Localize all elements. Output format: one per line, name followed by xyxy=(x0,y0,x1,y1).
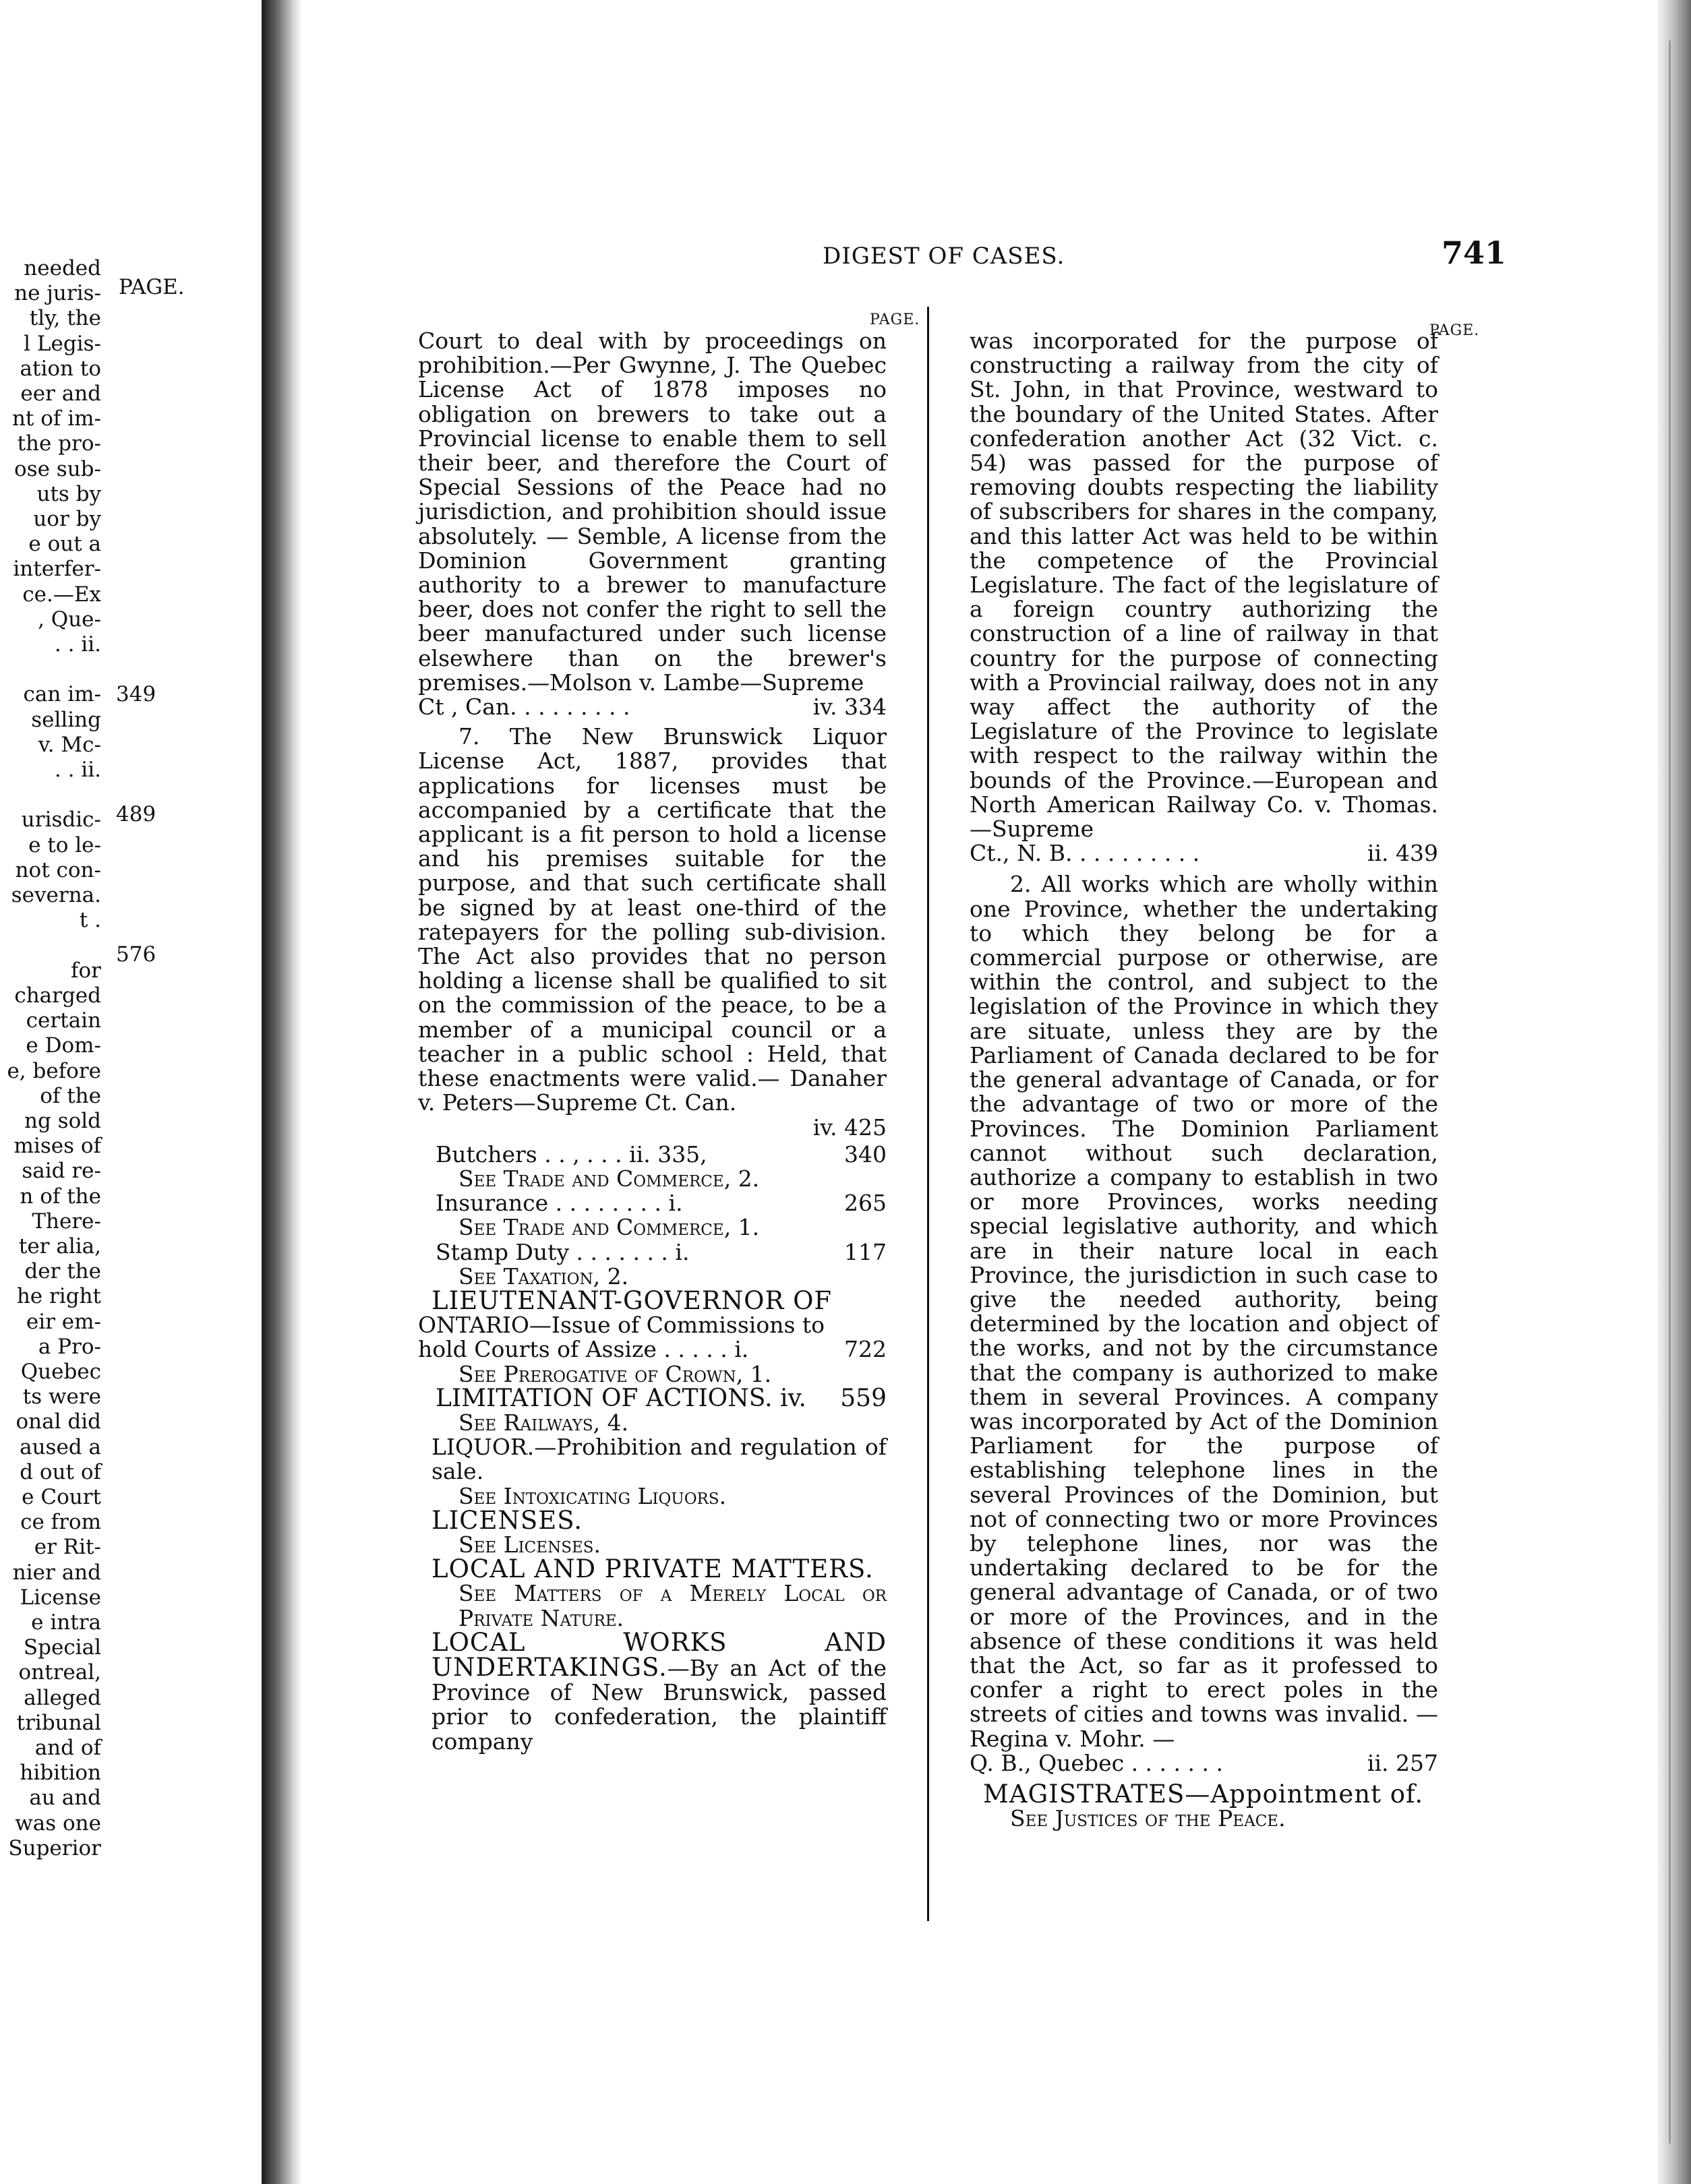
fragment-line: nier and xyxy=(12,1560,101,1585)
book-gutter-shadow xyxy=(262,0,302,2184)
fragment-line: License xyxy=(20,1585,101,1610)
fragment-line: said re- xyxy=(22,1159,101,1184)
fragment-line: was one xyxy=(15,1811,101,1836)
fragment-line: ter alia, xyxy=(18,1234,101,1258)
fragment-line: d out of xyxy=(20,1459,101,1484)
see-reference: See Railways, 4. xyxy=(458,1409,629,1436)
fragment-line: ation to xyxy=(20,356,101,381)
fragment-line: er Rit- xyxy=(34,1535,101,1560)
fragment-line: eir em- xyxy=(26,1309,101,1334)
fragment-line: ontreal, xyxy=(18,1660,101,1685)
see-reference: See Intoxicating Liquors. xyxy=(458,1482,727,1509)
page-number: 741 xyxy=(1442,235,1507,271)
fragment-line: Superior xyxy=(8,1836,101,1860)
entry-text: —By an Act of the Province of New Brunswick, passed prior to confederation, the plaintiff company xyxy=(432,1654,887,1755)
fragment-line: he right xyxy=(16,1284,101,1309)
citation-line xyxy=(970,1751,1438,1776)
fragment-line: interfer- xyxy=(13,557,101,582)
citation-text: Q. B., Quebec . . . . . . . xyxy=(970,1749,1223,1776)
fragment-line: der the xyxy=(24,1259,101,1284)
fragment-line: ng sold xyxy=(24,1108,101,1133)
entry-paragraph: 2. All works which are wholly within one Province, whether the undertaking to which they belong be for a commercial purpose or otherwise, are within the control, and subject to the legislation of the Province in which they are situate, unless they are by the Parliament of Canada declared to be for the general advantage of Canada, or for the advantage of two or more of the Provinces. The Dominion Parliament cannot without such declaration, authorize a company to establish in two or more Provinces, works needing special legislative authority, and which are in their nature local in each Province, the jurisdiction in such case to give the needed authority, being determined by the location and object of the works, and not by the circumstance that the company is authorized to make them in several Provinces. A company was incorporated by Act of the Dominion Parliament for the purpose of establishing telephone lines in the several Provinces of the Dominion, but not of connecting two or more Provinces by telephone lines, nor was the undertaking declared to be for the general advantage of Canada, or of two or more of the Provinces, and in the absence of these conditions it was held that the Act, so far as it professed to confer a right to erect poles in the streets of cities and towns was invalid. — Regina v. Mohr. — xyxy=(970,871,1438,1752)
fragment-line: not con- xyxy=(15,857,101,882)
citation-line xyxy=(970,841,1438,866)
fragment-line: a Pro- xyxy=(38,1334,101,1359)
fragment-line: Special xyxy=(23,1635,101,1660)
entry-ref: 559 xyxy=(840,1384,887,1412)
fragment-line: needed xyxy=(24,256,101,280)
left-column xyxy=(418,329,887,1754)
entry-ref: 722 xyxy=(844,1336,887,1363)
right-page-edge-line xyxy=(1669,40,1671,2144)
fragment-line: e out a xyxy=(28,532,101,557)
see-reference: See Trade and Commerce, 2. xyxy=(458,1165,760,1192)
fragment-line: , Que- xyxy=(38,607,101,632)
entry-paragraph: LIQUOR.—Prohibition and regulation of sale. xyxy=(432,1434,887,1485)
fragment-line: e Court xyxy=(22,1484,101,1509)
fragment-line: e to le- xyxy=(28,832,101,857)
left-page-fragment xyxy=(0,256,101,1861)
see-reference: See Licenses. xyxy=(458,1531,601,1558)
entry-label: Insurance . . . . . . . . i. xyxy=(436,1190,683,1217)
fragment-line: l Legis- xyxy=(24,331,101,356)
section-heading: LOCAL WORKS AND UNDERTAKINGS. xyxy=(432,1627,887,1682)
fragment-line: can im- xyxy=(23,682,101,707)
fragment-line: Quebec xyxy=(20,1359,101,1384)
fragment-line: e, before xyxy=(7,1058,101,1083)
see-reference: See Justices of the Peace. xyxy=(1010,1805,1286,1832)
section-heading: LICENSES. xyxy=(432,1505,583,1535)
fragment-line: hibition xyxy=(20,1761,101,1786)
fragment-line xyxy=(0,657,101,682)
left-page-label: PAGE. xyxy=(119,275,185,299)
column-divider xyxy=(927,307,929,1921)
fragment-line: ce.—Ex xyxy=(22,582,101,607)
entry-label: Butchers . . , . . . ii. 335, xyxy=(436,1141,707,1167)
fragment-line: tribunal xyxy=(16,1710,101,1735)
running-head: DIGEST OF CASES. xyxy=(823,243,1065,270)
see-reference: See Prerogative of Crown, 1. xyxy=(458,1360,772,1387)
fragment-line: charged xyxy=(14,983,101,1008)
fragment-line: e intra xyxy=(31,1610,101,1635)
fragment-line: v. Mc- xyxy=(38,732,101,757)
right-page-edge xyxy=(1657,0,1691,2184)
entry-paragraph: Court to deal with by proceedings on prohibition.—Per Gwynne, J. The Quebec License Act of 1878 imposes no obligation on brewers to take out a Provincial license to enable them to sell their beer, and therefore the Court of Special Sessions of the Peace had no jurisdiction, and prohibition should issue absolutely. — Semble, A license from the Dominion Government granting authority to a brewer to manufacture beer, does not confer the right to sell the beer manufactured under such license elsewhere than on the brewer's premises.—Molson v. Lambe—Supreme xyxy=(418,328,887,696)
fragment-line: . . ii. xyxy=(54,632,101,657)
citation-line xyxy=(418,1313,887,1362)
citation-ref: iv. 334 xyxy=(812,694,887,721)
fragment-line: e Dom- xyxy=(26,1033,101,1058)
fragment-page-ref: 576 xyxy=(116,942,156,967)
fragment-line: . . ii. xyxy=(54,758,101,783)
fragment-line: au and xyxy=(29,1786,101,1811)
index-entry xyxy=(418,1191,887,1215)
fragment-line: ne juris- xyxy=(14,281,101,306)
index-entry xyxy=(418,1143,887,1167)
fragment-line: selling xyxy=(31,707,101,732)
citation-text: Ct , Can. . . . . . . . . xyxy=(418,694,630,721)
index-entry xyxy=(418,1384,887,1412)
fragment-line: eer and xyxy=(20,382,101,406)
right-column xyxy=(970,329,1438,1831)
citation-line xyxy=(418,695,887,719)
see-reference: See Trade and Commerce, 1. xyxy=(458,1214,760,1241)
fragment-line: nt of im- xyxy=(11,406,101,431)
fragment-line: tly, the xyxy=(29,306,101,331)
fragment-line xyxy=(0,933,101,958)
citation-text: Ct., N. B. . . . . . . . . . xyxy=(970,840,1200,867)
see-reference: See Matters of a Merely Local or Private Nature. xyxy=(458,1580,887,1631)
section-heading: LIEUTENANT-GOVERNOR OF xyxy=(432,1285,833,1315)
fragment-line: There- xyxy=(32,1209,101,1234)
citation-ref: ii. 439 xyxy=(1367,840,1438,867)
entry-text: ONTARIO—Issue of Commissions to hold Courts of Assize . . . . . i. xyxy=(418,1312,825,1363)
fragment-line: and of xyxy=(34,1735,101,1760)
col1-page-label: PAGE. xyxy=(870,311,920,328)
fragment-line: for xyxy=(71,958,101,983)
fragment-line: severna. xyxy=(11,883,101,908)
fragment-line: the pro- xyxy=(17,431,101,456)
entry-paragraph: was incorporated for the purpose of constructing a railway from the city of St. John, in that Province, westward to the boundary of the United States. After confederation another Act (32 Vict. c. 54) was passed for the purpose of removing doubts respecting the liability of subscribers for shares in the company, and this latter Act was held to be within the competence of the Provincial Legislature. The fact of the legislature of a foreign country authorizing the construction of a line of railway in that country for the purpose of connecting with a Provincial railway, does not in any way affect the authority of the Legislature of the Province to legislate with respect to the railway within the bounds of the Province.—European and North American Railway Co. v. Thomas.—Supreme xyxy=(970,328,1438,843)
fragment-page-ref: 349 xyxy=(116,682,156,706)
fragment-page-ref: 489 xyxy=(116,802,156,826)
col2-page-label: PAGE. xyxy=(1429,322,1480,339)
fragment-line: onal did xyxy=(16,1409,101,1434)
entry-label: Stamp Duty . . . . . . . i. xyxy=(436,1238,690,1265)
citation-ref: iv. 425 xyxy=(812,1114,887,1141)
fragment-line xyxy=(0,783,101,808)
fragment-line: alleged xyxy=(24,1685,101,1710)
fragment-line: uts by xyxy=(36,481,101,506)
index-entry xyxy=(418,1240,887,1265)
fragment-line: mises of xyxy=(13,1134,101,1159)
fragment-line: ts were xyxy=(22,1385,101,1409)
fragment-line: aused a xyxy=(20,1434,101,1459)
entry-paragraph: 7. The New Brunswick Liquor License Act, 1887, provides that applications for licenses must be accompanied by a certificate that the applicant is a fit person to hold a license and his premises suitable for the purpose, and that such certificate shall be signed by at least one-third of the ratepayers for the polling sub-division. The Act also provides that no person holding a license shall be qualified to sit on the commission of the peace, to be a member of a municipal council or a teacher in a public school : Held, that these enactments were valid.— Danaher v. Peters—Supreme Ct. Can. xyxy=(418,723,887,1116)
fragment-line: ce from xyxy=(20,1510,101,1535)
section-heading: MAGISTRATES—Appointment of. xyxy=(983,1779,1424,1809)
fragment-line: t . xyxy=(79,908,101,933)
fragment-line: urisdic- xyxy=(21,808,101,832)
fragment-line: certain xyxy=(26,1008,101,1033)
section-heading: LOCAL AND PRIVATE MATTERS. xyxy=(432,1554,874,1584)
fragment-line: ose sub- xyxy=(14,456,101,481)
fragment-line: uor by xyxy=(33,507,101,532)
see-reference: See Taxation, 2. xyxy=(458,1263,629,1290)
entry-ref: 117 xyxy=(844,1238,887,1265)
fragment-line: of the xyxy=(40,1083,101,1108)
entry-ref: 265 xyxy=(844,1190,887,1217)
fragment-line: n of the xyxy=(20,1184,101,1209)
entry-label: LIMITATION OF ACTIONS. iv. xyxy=(436,1384,806,1412)
entry-ref: 340 xyxy=(844,1141,887,1167)
citation-ref: ii. 257 xyxy=(1367,1749,1438,1776)
